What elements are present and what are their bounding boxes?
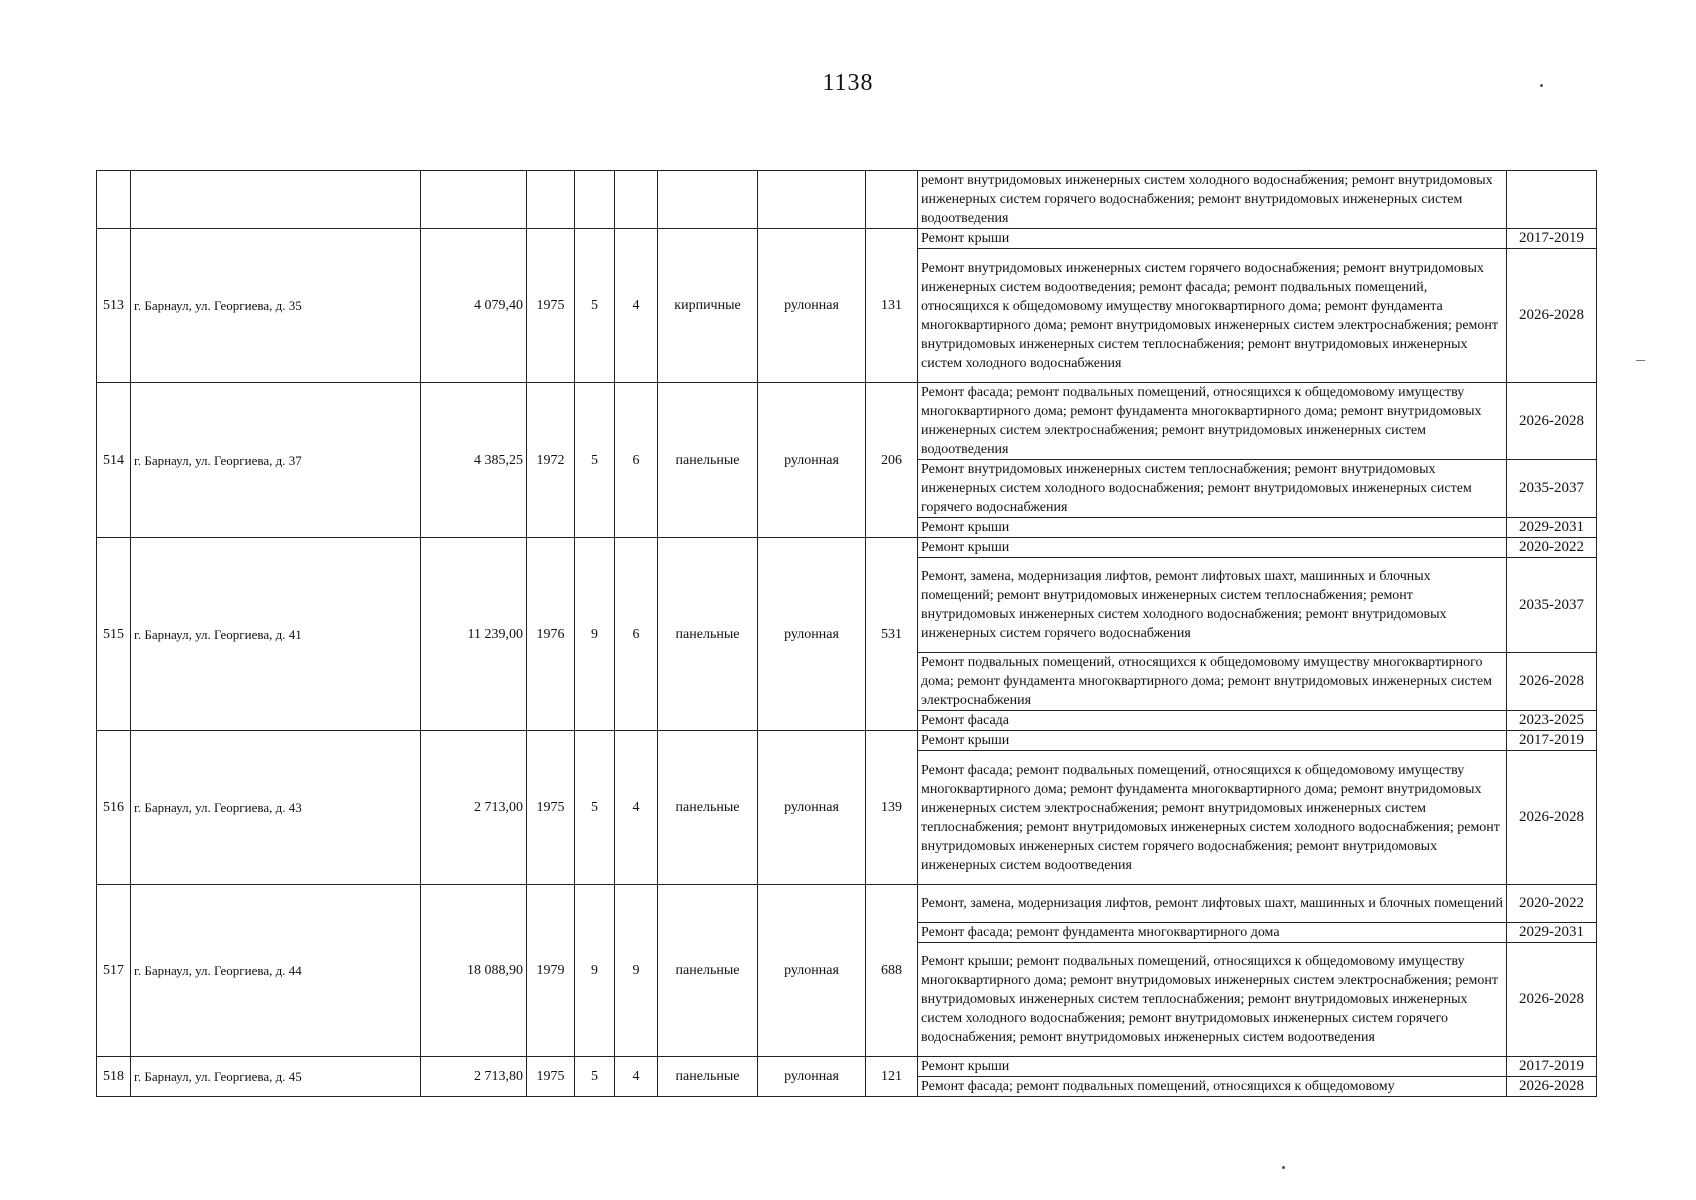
residents-cell: 688	[866, 885, 918, 1057]
work-description: Ремонт, замена, модернизация лифтов, ремонт лифтовых шахт, машинных и блочных помещений	[918, 885, 1507, 923]
roof-cell: рулонная	[758, 731, 866, 885]
table-row	[97, 383, 1597, 460]
work-description: Ремонт крыши	[918, 538, 1507, 558]
work-period	[1507, 171, 1597, 229]
walls-cell	[658, 171, 758, 229]
scan-speck	[1282, 1166, 1285, 1169]
work-description: Ремонт крыши	[918, 1057, 1507, 1077]
table-row	[97, 885, 1597, 923]
table-row	[97, 731, 1597, 751]
work-description: Ремонт внутридомовых инженерных систем теплоснабжения; ремонт внутридомовых инженерных систем холодного водоснабжения; ремонт внутридомовых инженерных систем горячего водоснабжения	[918, 460, 1507, 518]
address-cell: г. Барнаул, ул. Георгиева, д. 44	[131, 885, 421, 1057]
address-cell: г. Барнаул, ул. Георгиева, д. 43	[131, 731, 421, 885]
row-number	[97, 171, 131, 229]
residents-cell: 131	[866, 229, 918, 383]
work-description: Ремонт внутридомовых инженерных систем горячего водоснабжения; ремонт внутридомовых инженерных систем водоотведения; ремонт фасада; ремонт подвальных помещений, относящихся к общедомовому имуществу многоквартирного дома; ремонт фундамента многоквартирного дома; ремонт внутридомовых инженерных систем электроснабжения; ремонт внутридомовых инженерных систем теплоснабжения; ремонт внутридомовых инженерных систем холодного водоснабжения	[918, 249, 1507, 383]
entrances-cell: 4	[615, 731, 658, 885]
year-cell: 1975	[527, 731, 575, 885]
year-cell	[527, 171, 575, 229]
table-row	[97, 1057, 1597, 1077]
work-period: 2029-2031	[1507, 518, 1597, 538]
row-number: 514	[97, 383, 131, 538]
floors-cell	[575, 171, 615, 229]
work-period: 2026-2028	[1507, 751, 1597, 885]
work-period: 2020-2022	[1507, 885, 1597, 923]
roof-cell: рулонная	[758, 383, 866, 538]
walls-cell: панельные	[658, 731, 758, 885]
work-period: 2017-2019	[1507, 229, 1597, 249]
row-number: 517	[97, 885, 131, 1057]
work-period: 2020-2022	[1507, 538, 1597, 558]
entrances-cell: 6	[615, 383, 658, 538]
residents-cell: 531	[866, 538, 918, 731]
work-description: Ремонт фасада; ремонт подвальных помещений, относящихся к общедомовому имуществу многоквартирного дома; ремонт фундамента многоквартирного дома; ремонт внутридомовых инженерных систем электроснабжения; ремонт внутридомовых инженерных систем водоотведения	[918, 383, 1507, 460]
roof-cell: рулонная	[758, 1057, 866, 1097]
roof-cell: рулонная	[758, 538, 866, 731]
walls-cell: панельные	[658, 383, 758, 538]
scan-speck	[1540, 84, 1543, 87]
residents-cell: 139	[866, 731, 918, 885]
entrances-cell	[615, 171, 658, 229]
area-cell	[421, 171, 527, 229]
work-period: 2017-2019	[1507, 731, 1597, 751]
entrances-cell: 4	[615, 1057, 658, 1097]
work-description: Ремонт подвальных помещений, относящихся к общедомовому имуществу многоквартирного дома; ремонт фундамента многоквартирного дома; ремонт внутридомовых инженерных систем электроснабжения	[918, 653, 1507, 711]
work-period: 2035-2037	[1507, 558, 1597, 653]
table-row	[97, 171, 1597, 229]
work-period: 2026-2028	[1507, 249, 1597, 383]
year-cell: 1979	[527, 885, 575, 1057]
work-period: 2035-2037	[1507, 460, 1597, 518]
work-description: Ремонт фасада	[918, 711, 1507, 731]
work-period: 2026-2028	[1507, 943, 1597, 1057]
table-row	[97, 538, 1597, 558]
floors-cell: 9	[575, 538, 615, 731]
work-description: ремонт внутридомовых инженерных систем холодного водоснабжения; ремонт внутридомовых инженерных систем горячего водоснабжения; ремонт внутридомовых инженерных систем водоотведения	[918, 171, 1507, 229]
residents-cell: 206	[866, 383, 918, 538]
walls-cell: панельные	[658, 885, 758, 1057]
entrances-cell: 4	[615, 229, 658, 383]
work-description: Ремонт крыши	[918, 731, 1507, 751]
address-cell: г. Барнаул, ул. Георгиева, д. 45	[131, 1057, 421, 1097]
address-cell: г. Барнаул, ул. Георгиева, д. 37	[131, 383, 421, 538]
row-number: 513	[97, 229, 131, 383]
area-cell: 2 713,80	[421, 1057, 527, 1097]
row-number: 516	[97, 731, 131, 885]
work-period: 2026-2028	[1507, 653, 1597, 711]
work-description: Ремонт фасада; ремонт фундамента многоквартирного дома	[918, 923, 1507, 943]
floors-cell: 5	[575, 1057, 615, 1097]
table-row	[97, 229, 1597, 249]
scan-speck	[1636, 360, 1645, 361]
area-cell: 4 079,40	[421, 229, 527, 383]
area-cell: 18 088,90	[421, 885, 527, 1057]
work-period: 2017-2019	[1507, 1057, 1597, 1077]
area-cell: 11 239,00	[421, 538, 527, 731]
address-cell: г. Барнаул, ул. Георгиева, д. 35	[131, 229, 421, 383]
roof-cell: рулонная	[758, 229, 866, 383]
address-cell: г. Барнаул, ул. Георгиева, д. 41	[131, 538, 421, 731]
floors-cell: 5	[575, 383, 615, 538]
year-cell: 1975	[527, 1057, 575, 1097]
work-description: Ремонт фасада; ремонт подвальных помещений, относящихся к общедомовому	[918, 1077, 1507, 1097]
entrances-cell: 6	[615, 538, 658, 731]
area-cell: 4 385,25	[421, 383, 527, 538]
work-description: Ремонт крыши	[918, 518, 1507, 538]
address-cell	[131, 171, 421, 229]
residents-cell	[866, 171, 918, 229]
walls-cell: кирпичные	[658, 229, 758, 383]
work-period: 2029-2031	[1507, 923, 1597, 943]
year-cell: 1976	[527, 538, 575, 731]
walls-cell: панельные	[658, 538, 758, 731]
roof-cell: рулонная	[758, 885, 866, 1057]
walls-cell: панельные	[658, 1057, 758, 1097]
floors-cell: 9	[575, 885, 615, 1057]
entrances-cell: 9	[615, 885, 658, 1057]
floors-cell: 5	[575, 731, 615, 885]
repair-schedule-table	[96, 170, 1597, 1097]
year-cell: 1975	[527, 229, 575, 383]
page-number: 1138	[822, 70, 874, 96]
roof-cell	[758, 171, 866, 229]
row-number: 518	[97, 1057, 131, 1097]
floors-cell: 5	[575, 229, 615, 383]
work-description: Ремонт крыши	[918, 229, 1507, 249]
year-cell: 1972	[527, 383, 575, 538]
work-description: Ремонт, замена, модернизация лифтов, ремонт лифтовых шахт, машинных и блочных помещений; ремонт внутридомовых инженерных систем теплоснабжения; ремонт внутридомовых инженерных систем холодного водоснабжения; ремонт внутридомовых инженерных систем горячего водоснабжения	[918, 558, 1507, 653]
area-cell: 2 713,00	[421, 731, 527, 885]
work-period: 2026-2028	[1507, 383, 1597, 460]
work-period: 2026-2028	[1507, 1077, 1597, 1097]
row-number: 515	[97, 538, 131, 731]
residents-cell: 121	[866, 1057, 918, 1097]
work-description: Ремонт фасада; ремонт подвальных помещений, относящихся к общедомовому имуществу многоквартирного дома; ремонт фундамента многоквартирного дома; ремонт внутридомовых инженерных систем электроснабжения; ремонт внутридомовых инженерных систем теплоснабжения; ремонт внутридомовых инженерных систем холодного водоснабжения; ремонт внутридомовых инженерных систем горячего водоснабжения; ремонт внутридомовых инженерных систем водоотведения	[918, 751, 1507, 885]
work-description: Ремонт крыши; ремонт подвальных помещений, относящихся к общедомовому имуществу многоквартирного дома; ремонт внутридомовых инженерных систем электроснабжения; ремонт внутридомовых инженерных систем теплоснабжения; ремонт внутридомовых инженерных систем холодного водоснабжения; ремонт внутридомовых инженерных систем горячего водоснабжения; ремонт внутридомовых инженерных систем водоотведения	[918, 943, 1507, 1057]
work-period: 2023-2025	[1507, 711, 1597, 731]
